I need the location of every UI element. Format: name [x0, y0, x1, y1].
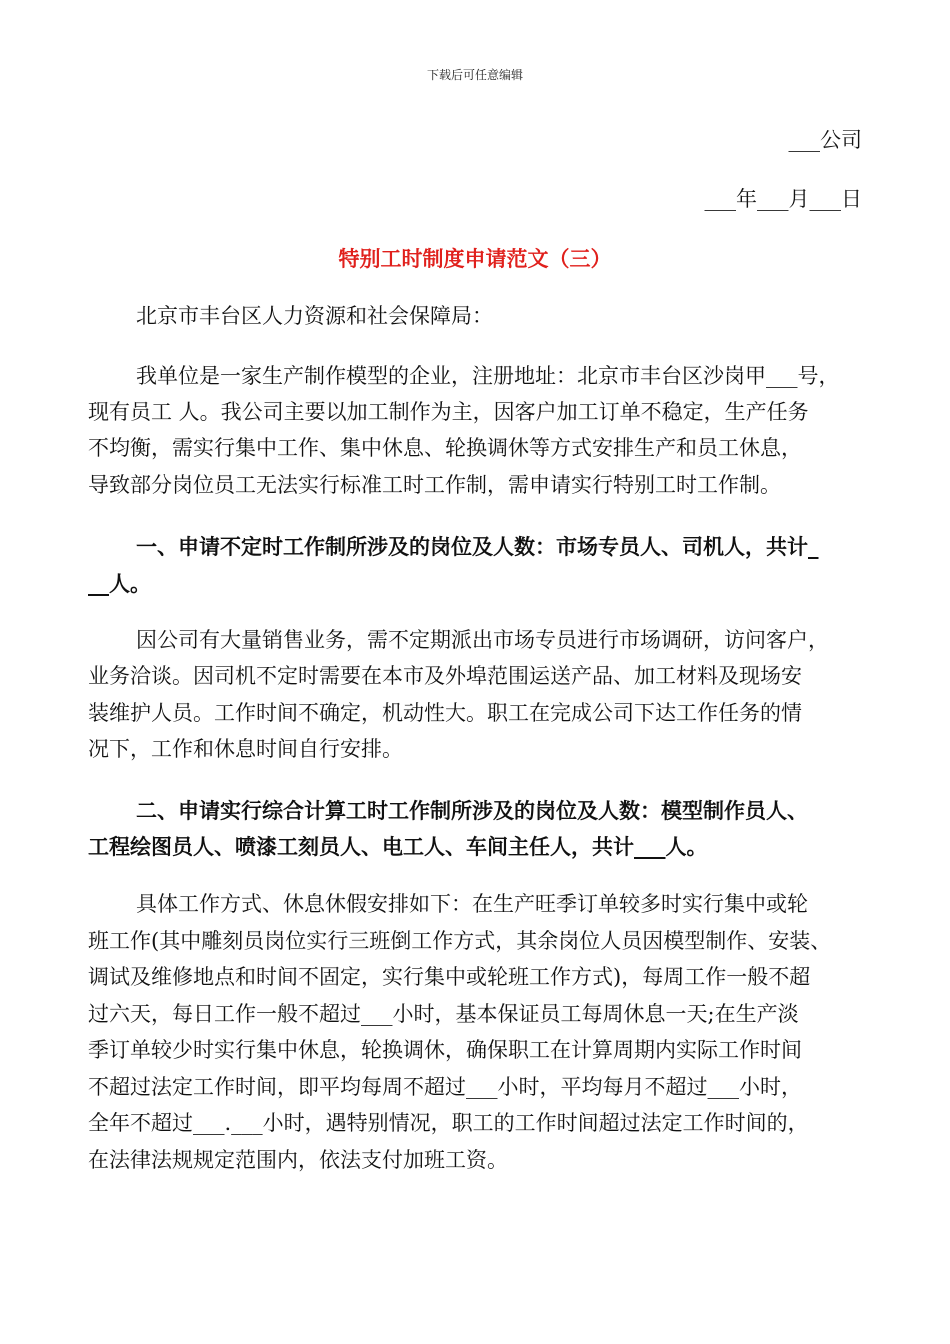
intro-line: 我单位是一家生产制作模型的企业，注册地址：北京市丰台区沙岗甲___号， — [136, 364, 840, 388]
addressee: 北京市丰台区人力资源和社会保障局： — [136, 304, 493, 328]
section1-body-line: 因公司有大量销售业务，需不定期派出市场专员进行市场调研，访问客户， — [136, 628, 829, 652]
header-note: 下载后可任意编辑 — [426, 68, 523, 82]
section1-body-line: 装维护人员。工作时间不确定，机动性大。职工在完成公司下达工作任务的情 — [88, 701, 802, 725]
intro-line: 不均衡，需实行集中工作、集中休息、轮换调休等方式安排生产和员工休息， — [88, 436, 802, 460]
section2-body-line: 过六天，每日工作一般不超过___小时，基本保证员工每周休息一天;在生产淡 — [88, 1002, 799, 1026]
document-title: 特别工时制度申请范文（三） — [338, 246, 612, 271]
section2-body-line: 调试及维修地点和时间不固定，实行集中或轮班工作方式)，每周工作一般不超 — [88, 965, 811, 989]
section2-heading: 工程绘图员人、喷漆工刻员人、电工人、车间主任人，共计___人。 — [88, 834, 708, 859]
section2-body-line: 季订单较少时实行集中休息，轮换调休，确保职工在计算周期内实际工作时间 — [88, 1038, 802, 1062]
section2-body-line: 具体工作方式、休息休假安排如下：在生产旺季订单较多时实行集中或轮 — [136, 892, 808, 916]
section1-body-line: 况下，工作和休息时间自行安排。 — [88, 737, 403, 761]
intro-line: 导致部分岗位员工无法实行标准工时工作制，需申请实行特别工时工作制。 — [88, 473, 781, 497]
section2-body-line: 全年不超过___.___小时，遇特别情况，职工的工作时间超过法定工作时间的， — [88, 1111, 809, 1135]
section2-body-line: 在法律法规规定范围内，依法支付加班工资。 — [88, 1148, 508, 1172]
section2-body-line: 班工作(其中雕刻员岗位实行三班倒工作方式，其余岗位人员因模型制作、安装、 — [88, 929, 832, 953]
section2-heading: 二、申请实行综合计算工时工作制所涉及的岗位及人数：模型制作员人、 — [136, 798, 808, 823]
section1-body-line: 业务洽谈。因司机不定时需要在本市及外埠范围运送产品、加工材料及现场安 — [88, 664, 802, 688]
intro-line: 现有员工 人。我公司主要以加工制作为主，因客户加工订单不稳定，生产任务 — [88, 400, 809, 424]
date-line: ___年___月___日 — [704, 187, 862, 211]
section2-body-line: 不超过法定工作时间，即平均每周不超过___小时，平均每月不超过___小时， — [88, 1075, 802, 1099]
section1-heading: 一、申请不定时工作制所涉及的岗位及人数：市场专员人、司机人，共计_ — [136, 534, 819, 559]
section1-heading: __人。 — [88, 571, 151, 596]
company-line: ___公司 — [788, 128, 862, 152]
